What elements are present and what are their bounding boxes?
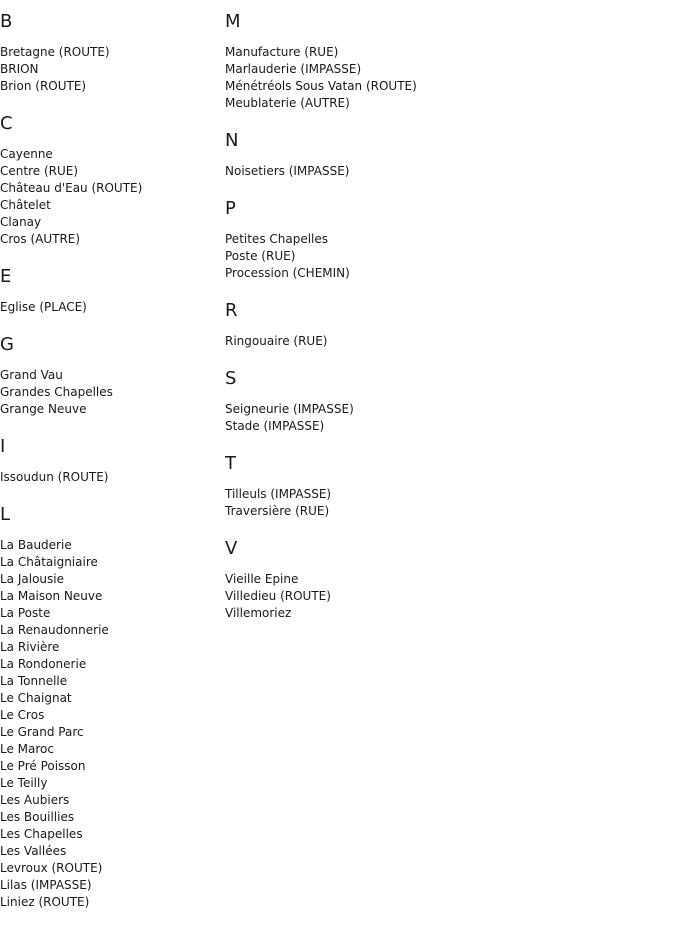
street-link[interactable]: Château d'Eau (ROUTE) — [0, 181, 143, 195]
section-letter-heading: M — [225, 11, 241, 32]
section-letter-heading: C — [0, 113, 13, 134]
section-letter-heading: V — [225, 538, 238, 559]
letter-section — [225, 130, 665, 180]
street-link[interactable]: Clanay — [0, 215, 42, 229]
street-list — [225, 44, 665, 112]
street-link[interactable]: Cros (AUTRE) — [0, 232, 81, 246]
letter-section — [0, 11, 220, 95]
street-link[interactable]: Seigneurie (IMPASSE) — [225, 402, 354, 416]
street-link[interactable]: Cayenne — [0, 147, 53, 161]
street-link[interactable]: Bretagne (ROUTE) — [0, 45, 110, 59]
letter-section — [225, 300, 665, 350]
street-link[interactable]: La Tonnelle — [0, 674, 68, 688]
section-letter-heading: E — [0, 266, 12, 287]
letter-section — [0, 504, 220, 911]
street-list — [225, 401, 665, 435]
street-link[interactable]: La Jalousie — [0, 572, 64, 586]
street-link[interactable]: Tilleuls (IMPASSE) — [225, 487, 332, 501]
street-link[interactable]: Vieille Epine — [225, 572, 299, 586]
street-link[interactable]: Levroux (ROUTE) — [0, 861, 103, 875]
letter-section — [0, 113, 220, 248]
street-link[interactable]: La Bauderie — [0, 538, 72, 552]
street-link[interactable]: Stade (IMPASSE) — [225, 419, 325, 433]
street-link[interactable]: Les Bouillies — [0, 810, 75, 824]
street-link[interactable]: Manufacture (RUE) — [225, 45, 339, 59]
street-link[interactable]: Traversière (RUE) — [225, 504, 330, 518]
street-link[interactable]: Grandes Chapelles — [0, 385, 113, 399]
street-link[interactable]: Le Chaignat — [0, 691, 72, 705]
street-link[interactable]: Grange Neuve — [0, 402, 87, 416]
section-letter-heading: L — [0, 504, 11, 525]
street-link[interactable]: Liniez (ROUTE) — [0, 895, 90, 909]
street-list — [225, 486, 665, 520]
street-link[interactable]: Issoudun (ROUTE) — [0, 470, 109, 484]
section-letter-heading: S — [225, 368, 237, 389]
street-link[interactable]: La Rivière — [0, 640, 60, 654]
street-list — [225, 571, 665, 622]
street-link[interactable]: Le Maroc — [0, 742, 54, 756]
street-link[interactable]: Grand Vau — [0, 368, 63, 382]
street-link[interactable]: Les Aubiers — [0, 793, 70, 807]
letter-section — [225, 538, 665, 622]
street-link[interactable]: Meublaterie (AUTRE) — [225, 96, 350, 110]
street-index-left-column — [0, 0, 220, 929]
street-link[interactable]: BRION — [0, 62, 39, 76]
section-letter-heading: R — [225, 300, 238, 321]
street-link[interactable]: Brion (ROUTE) — [0, 79, 87, 93]
section-letter-heading: G — [0, 334, 14, 355]
section-letter-heading: I — [0, 436, 6, 457]
street-list — [0, 146, 220, 248]
street-link[interactable]: Ringouaire (RUE) — [225, 334, 328, 348]
street-link[interactable]: Petites Chapelles — [225, 232, 329, 246]
street-link[interactable]: Lilas (IMPASSE) — [0, 878, 92, 892]
street-link[interactable]: La Châtaigniaire — [0, 555, 98, 569]
street-link[interactable]: Le Grand Parc — [0, 725, 84, 739]
street-link[interactable]: La Rondonerie — [0, 657, 87, 671]
street-link[interactable]: Le Teilly — [0, 776, 48, 790]
street-link[interactable]: La Poste — [0, 606, 51, 620]
street-index-right-column — [225, 0, 665, 640]
street-link[interactable]: Procession (CHEMIN) — [225, 266, 350, 280]
street-link[interactable]: La Maison Neuve — [0, 589, 103, 603]
street-link[interactable]: Le Pré Poisson — [0, 759, 86, 773]
street-list — [0, 44, 220, 95]
street-link[interactable]: Marlauderie (IMPASSE) — [225, 62, 362, 76]
street-link[interactable]: Poste (RUE) — [225, 249, 296, 263]
street-link[interactable]: Noisetiers (IMPASSE) — [225, 164, 350, 178]
section-letter-heading: P — [225, 198, 236, 219]
street-list — [0, 367, 220, 418]
street-list — [0, 537, 220, 911]
street-link[interactable]: Ménétréols Sous Vatan (ROUTE) — [225, 79, 417, 93]
street-list — [0, 299, 220, 316]
street-link[interactable]: Châtelet — [0, 198, 51, 212]
street-link[interactable]: Le Cros — [0, 708, 45, 722]
letter-section — [0, 266, 220, 316]
section-letter-heading: N — [225, 130, 239, 151]
street-link[interactable]: Villedieu (ROUTE) — [225, 589, 331, 603]
letter-section — [0, 436, 220, 486]
letter-section — [225, 11, 665, 112]
street-link[interactable]: Centre (RUE) — [0, 164, 79, 178]
letter-section — [0, 334, 220, 418]
street-link[interactable]: Villemoriez — [225, 606, 292, 620]
letter-section — [225, 198, 665, 282]
street-list — [225, 231, 665, 282]
street-link[interactable]: Les Vallées — [0, 844, 67, 858]
section-letter-heading: B — [0, 11, 13, 32]
letter-section — [225, 368, 665, 435]
street-link[interactable]: Les Chapelles — [0, 827, 83, 841]
letter-section — [225, 453, 665, 520]
street-list — [225, 163, 665, 180]
section-letter-heading: T — [225, 453, 236, 474]
street-list — [225, 333, 665, 350]
street-link[interactable]: Eglise (PLACE) — [0, 300, 87, 314]
street-link[interactable]: La Renaudonnerie — [0, 623, 109, 637]
street-list — [0, 469, 220, 486]
